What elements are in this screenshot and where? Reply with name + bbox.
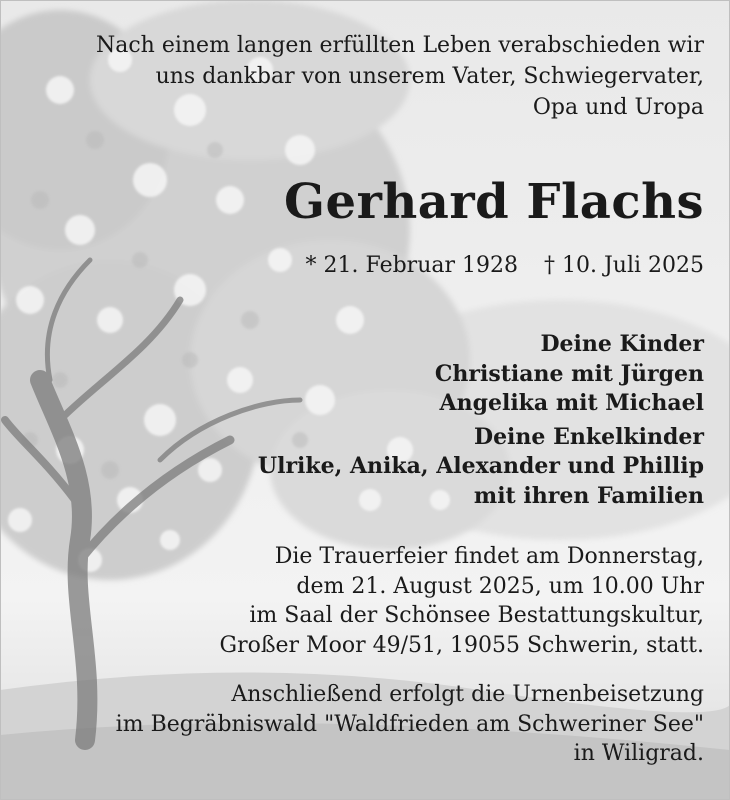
child-name: Angelika mit Michael <box>439 390 704 416</box>
mourners <box>258 330 704 511</box>
death-date: † 10. Juli 2025 <box>543 253 704 278</box>
service-line: im Saal der Schönsee Bestattungskultur, <box>249 603 704 628</box>
burial-line: Anschließend erfolgt die Urnenbeisetzung <box>231 682 704 707</box>
deceased-name: Gerhard Flachs <box>284 174 704 230</box>
intro-text <box>96 30 704 123</box>
burial-line: im Begräbniswald "Waldfrieden am Schweriner See" <box>115 711 704 737</box>
burial-line: in Wiligrad. <box>573 741 704 766</box>
service-line: dem 21. August 2025, um 10.00 Uhr <box>296 573 704 599</box>
children-heading: Deine Kinder <box>540 331 704 357</box>
grandchild-names: mit ihren Familien <box>473 482 704 509</box>
child-name: Christiane mit Jürgen <box>434 360 704 387</box>
intro-line: uns dankbar von unserem Vater, Schwiegervater, <box>155 64 704 89</box>
service-line: Die Trauerfeier findet am Donnerstag, <box>274 544 704 569</box>
funeral-service-info <box>220 542 705 660</box>
service-line: Großer Moor 49/51, 19055 Schwerin, statt. <box>219 632 704 658</box>
intro-line: Opa und Uropa <box>532 95 704 120</box>
children-group <box>258 330 704 419</box>
grandchildren-heading: Deine Enkelkinder <box>473 423 704 450</box>
grandchild-names: Ulrike, Anika, Alexander und Phillip <box>257 453 704 479</box>
intro-line: Nach einem langen erfüllten Leben verabschieden wir <box>95 33 704 58</box>
grandchildren-group <box>258 423 704 512</box>
birth-date: * 21. Februar 1928 <box>305 253 518 278</box>
burial-info <box>116 680 704 769</box>
life-dates <box>306 251 704 281</box>
